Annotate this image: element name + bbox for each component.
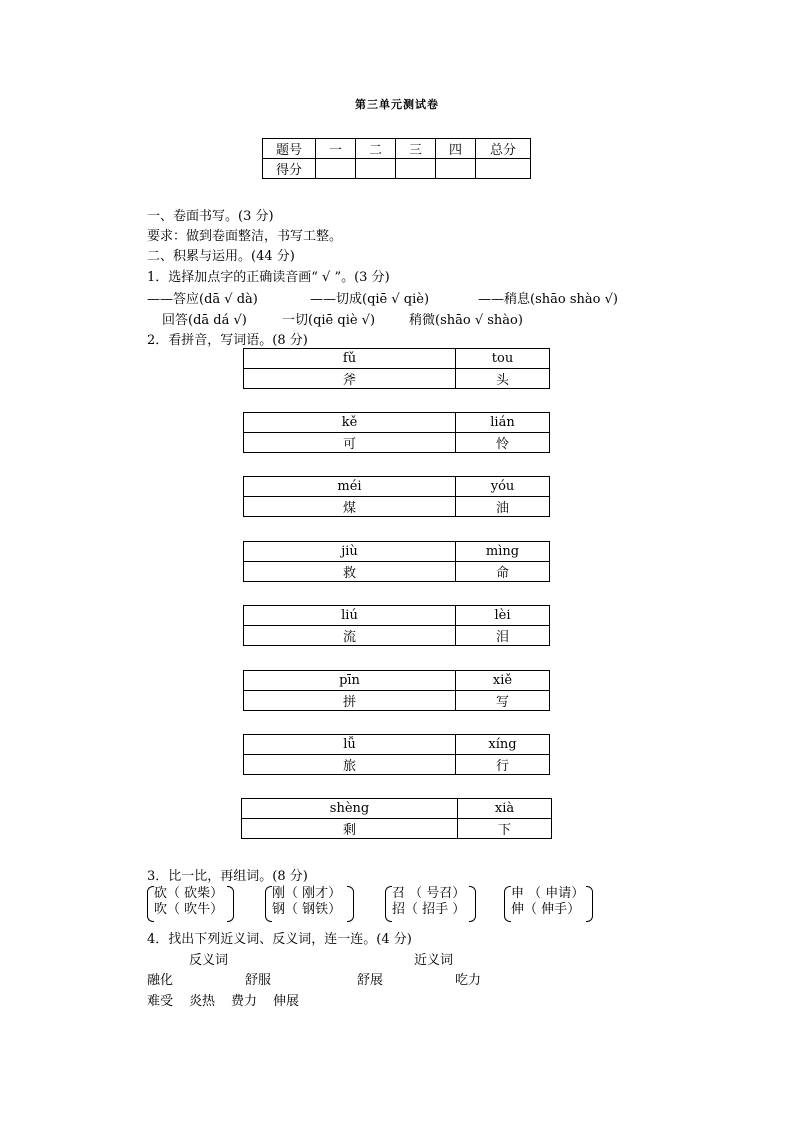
character-cell[interactable]: 救	[244, 562, 456, 582]
pinyin-table	[243, 412, 550, 453]
score-header-cell: 三	[396, 139, 436, 159]
pinyin-cell: méi	[244, 477, 456, 497]
section-2-heading: 二、积累与运用。(44 分)	[147, 249, 295, 264]
character-cell[interactable]: 拼	[244, 691, 456, 711]
score-blank-cell[interactable]	[436, 159, 476, 179]
compare-group	[511, 886, 585, 918]
character-cell[interactable]: 头	[456, 369, 550, 389]
pinyin-table	[243, 605, 550, 646]
q4-word[interactable]: 吃力	[455, 973, 482, 988]
q4-word[interactable]: 舒服	[245, 973, 272, 988]
q4-word[interactable]: 融化	[147, 973, 174, 988]
pinyin-cell: mìng	[456, 542, 550, 562]
q4-word[interactable]: 舒展	[357, 973, 384, 988]
character-cell[interactable]: 下	[458, 819, 552, 839]
pinyin-cell: tou	[456, 349, 550, 369]
compare-group	[392, 886, 468, 918]
character-cell[interactable]: 怜	[456, 433, 550, 453]
score-table	[262, 138, 531, 179]
left-brace	[147, 886, 154, 922]
pinyin-cell: lǚ	[244, 735, 456, 755]
pinyin-cell: xiě	[456, 671, 550, 691]
compare-word: 招（ 招手 ）	[392, 902, 466, 917]
pinyin-cell: yóu	[456, 477, 550, 497]
compare-word: 召 （ 号召）	[392, 886, 466, 901]
score-header-cell: 题号	[263, 139, 316, 159]
q1-option[interactable]: ——答应(dā √ dà)	[147, 292, 258, 307]
compare-group	[154, 886, 226, 918]
character-cell[interactable]: 油	[456, 497, 550, 517]
pinyin-cell: kě	[244, 413, 456, 433]
pinyin-cell: jiù	[244, 542, 456, 562]
character-cell[interactable]: 流	[244, 626, 456, 646]
compare-word: 砍（ 砍柴）	[154, 886, 224, 901]
pinyin-table	[243, 541, 550, 582]
question-3: 3．比一比，再组词。(8 分)	[147, 869, 308, 884]
character-cell[interactable]: 剩	[242, 819, 458, 839]
question-1: 1．选择加点字的正确读音画“ √ ”。(3 分)	[147, 270, 390, 285]
q1-option[interactable]: 回答(dā dá √)	[162, 313, 247, 328]
character-cell[interactable]: 斧	[244, 369, 456, 389]
pinyin-table	[243, 670, 550, 711]
q4-word[interactable]: 伸展	[273, 994, 300, 1009]
score-header-cell: 二	[356, 139, 396, 159]
pinyin-cell: pīn	[244, 671, 456, 691]
section-1-heading: 一、卷面书写。(3 分)	[147, 209, 274, 224]
pinyin-cell: xià	[458, 799, 552, 819]
question-2: 2．看拼音，写词语。(8 分)	[147, 333, 308, 348]
q1-option[interactable]: 稍微(shāo √ shào)	[409, 313, 523, 328]
right-brace	[227, 886, 234, 922]
pinyin-table	[241, 798, 552, 839]
score-blank-cell[interactable]	[396, 159, 436, 179]
score-header-cell: 一	[316, 139, 356, 159]
q1-option[interactable]: ——稍息(shāo shào √)	[478, 292, 618, 307]
compare-word: 申 （ 申请）	[511, 886, 585, 901]
compare-word: 伸（ 伸手）	[511, 902, 581, 917]
compare-word: 钢（ 钢铁）	[272, 902, 342, 917]
pinyin-table	[243, 476, 550, 517]
left-brace	[385, 886, 392, 922]
character-cell[interactable]: 写	[456, 691, 550, 711]
right-brace	[469, 886, 476, 922]
synonym-label: 近义词	[414, 953, 454, 968]
compare-word: 刚（ 刚才）	[272, 886, 342, 901]
score-blank-cell[interactable]	[476, 159, 531, 179]
q4-word[interactable]: 费力	[231, 994, 258, 1009]
score-row-label: 得分	[263, 159, 316, 179]
left-brace	[504, 886, 511, 922]
compare-group	[272, 886, 346, 918]
right-brace	[586, 886, 593, 922]
score-header-cell: 总分	[476, 139, 531, 159]
pinyin-cell: lián	[456, 413, 550, 433]
character-cell[interactable]: 命	[456, 562, 550, 582]
section-1-requirement: 要求：做到卷面整洁，书写工整。	[147, 229, 343, 244]
right-brace	[347, 886, 354, 922]
compare-word: 吹（ 吹牛）	[154, 902, 224, 917]
pinyin-cell: lèi	[456, 606, 550, 626]
character-cell[interactable]: 可	[244, 433, 456, 453]
pinyin-table	[243, 348, 550, 389]
pinyin-cell: liú	[244, 606, 456, 626]
q4-word[interactable]: 难受	[147, 994, 174, 1009]
pinyin-cell: xíng	[456, 735, 550, 755]
character-cell[interactable]: 行	[456, 755, 550, 775]
score-blank-cell[interactable]	[356, 159, 396, 179]
q4-word[interactable]: 炎热	[189, 994, 216, 1009]
page-title: 第三单元测试卷	[355, 98, 439, 111]
character-cell[interactable]: 旅	[244, 755, 456, 775]
score-blank-cell[interactable]	[316, 159, 356, 179]
q1-option[interactable]: ——切成(qiē √ qiè)	[310, 292, 430, 307]
pinyin-cell: fǔ	[244, 349, 456, 369]
character-cell[interactable]: 泪	[456, 626, 550, 646]
question-4: 4．找出下列近义词、反义词，连一连。(4 分)	[147, 932, 412, 947]
score-header-cell: 四	[436, 139, 476, 159]
pinyin-cell: shèng	[242, 799, 458, 819]
pinyin-table	[243, 734, 550, 775]
character-cell[interactable]: 煤	[244, 497, 456, 517]
q1-option[interactable]: 一切(qiē qiè √)	[282, 313, 376, 328]
left-brace	[265, 886, 272, 922]
antonym-label: 反义词	[189, 953, 229, 968]
